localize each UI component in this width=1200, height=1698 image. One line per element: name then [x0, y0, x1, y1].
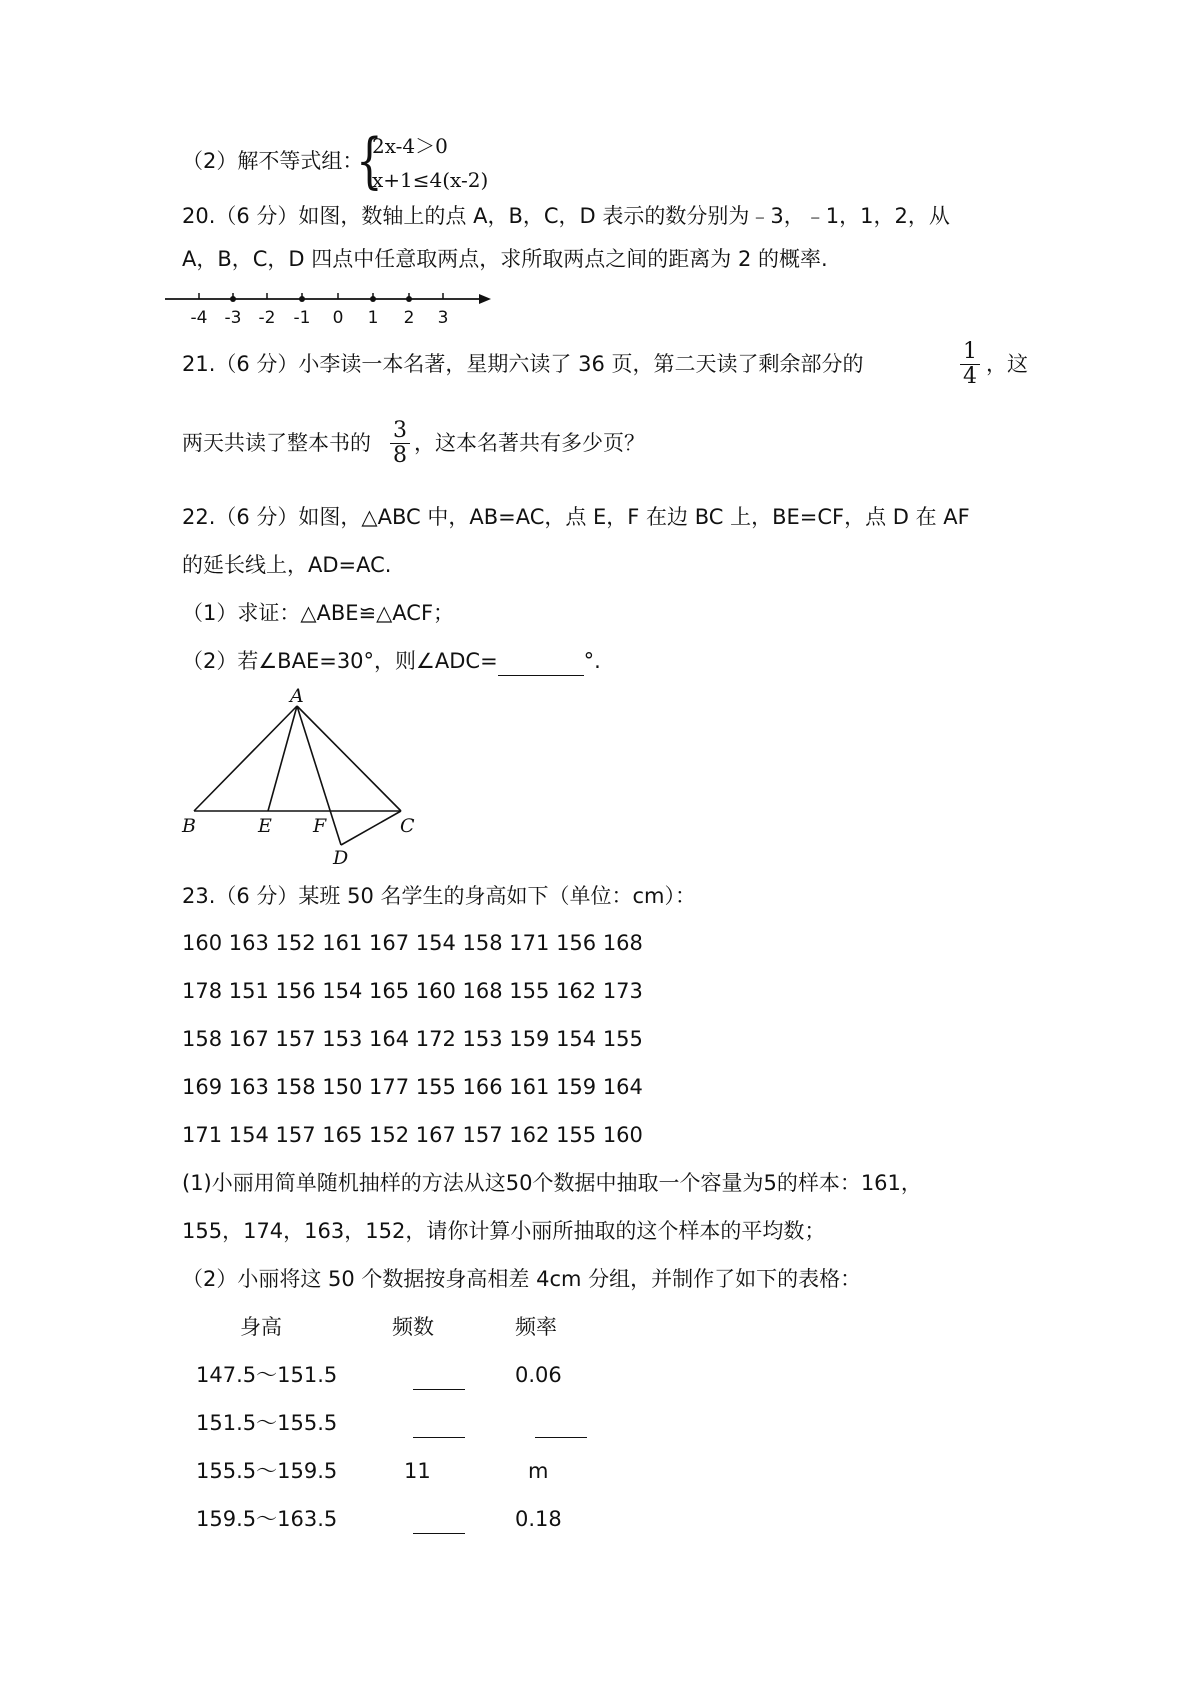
q23-part-1-line-2: 155，174，163，152，请你计算小丽所抽取的这个样本的平均数；: [182, 1219, 826, 1243]
data-row: 169 163 158 150 177 155 166 161 159 164: [182, 1075, 643, 1099]
left-brace-icon: {: [356, 126, 383, 196]
table-cell-range: 159.5～163.5: [196, 1507, 338, 1531]
inequality-2: x+1≤4(x-2): [372, 168, 489, 192]
label-a: A: [290, 685, 304, 707]
table-cell-rate: [535, 1408, 587, 1438]
number-line-figure: [165, 287, 505, 329]
table-cell-rate: m: [528, 1459, 549, 1483]
table-cell-frequency: [413, 1360, 465, 1390]
inequality-1: 2x-4＞0: [372, 134, 448, 158]
table-header-rate: 频率: [515, 1315, 557, 1339]
data-row: 160 163 152 161 167 154 158 171 156 168: [182, 931, 643, 955]
answer-blank: [413, 1367, 465, 1390]
data-row: 178 151 156 154 165 160 168 155 162 173: [182, 979, 643, 1003]
label-c: C: [400, 815, 415, 837]
table-cell-range: 155.5～159.5: [196, 1459, 338, 1483]
table-cell-frequency: [413, 1408, 465, 1438]
segment-ab: [194, 706, 297, 811]
label-b: B: [182, 815, 196, 837]
tick-label: 1: [367, 308, 379, 328]
point-b-dot: [299, 296, 305, 302]
fraction-numerator: 1: [963, 339, 977, 364]
point-a-dot: [230, 296, 236, 302]
table-cell-frequency: [413, 1504, 465, 1534]
table-header-height: 身高: [240, 1315, 282, 1339]
fraction-denominator: 8: [393, 443, 407, 468]
q21-line-1b: ，这: [986, 352, 1028, 376]
q20-line-1: 20.（6 分）如图，数轴上的点 A，B，C，D 表示的数分别为﹣3，﹣1，1，2，从: [182, 204, 950, 228]
tick-label: 3: [437, 308, 449, 328]
answer-blank: [535, 1415, 587, 1438]
triangle-figure: [178, 682, 428, 867]
table-cell-frequency: 11: [404, 1459, 431, 1483]
point-d-dot: [406, 296, 412, 302]
fraction-denominator: 4: [963, 364, 977, 389]
q22-line-2: 的延长线上，AD=AC.: [182, 553, 392, 577]
axis-arrow-icon: [479, 294, 491, 304]
answer-blank: [413, 1511, 465, 1534]
table-cell-rate: 0.18: [515, 1507, 562, 1531]
q21-line-2b: ，这本名著共有多少页？: [414, 431, 645, 455]
q19-part2-label: （2）解不等式组：: [182, 149, 364, 173]
tick-label: 0: [332, 308, 344, 328]
q20-line-2: A，B，C，D 四点中任意取两点，求所取两点之间的距离为 2 的概率.: [182, 247, 828, 271]
tick-label: -4: [190, 308, 208, 328]
segment-ac: [297, 706, 401, 811]
tick-label: -3: [224, 308, 242, 328]
table-cell-range: 147.5～151.5: [196, 1363, 338, 1387]
q22-part-2-end: °.: [583, 649, 601, 673]
answer-blank: [413, 1415, 465, 1438]
q22-part-1: （1）求证：△ABE≌△ACF；: [182, 601, 455, 625]
tick-label: -2: [258, 308, 276, 328]
fraction-one-quarter: [960, 341, 980, 388]
tick-label: 2: [403, 308, 415, 328]
segment-dc: [341, 811, 401, 845]
label-f: F: [313, 815, 327, 837]
label-d: D: [333, 847, 349, 867]
fraction-three-eighths: [390, 420, 410, 467]
data-row: 171 154 157 165 152 167 157 162 155 160: [182, 1123, 643, 1147]
q21-line-2a: 两天共读了整本书的: [182, 431, 371, 455]
tick-label: -1: [293, 308, 311, 328]
q21-line-1a: 21.（6 分）小李读一本名著，星期六读了 36 页，第二天读了剩余部分的: [182, 352, 864, 376]
label-e: E: [258, 815, 272, 837]
answer-blank: [498, 653, 584, 676]
point-c-dot: [370, 296, 376, 302]
q22-line-1: 22.（6 分）如图，△ABC 中，AB=AC，点 E，F 在边 BC 上，BE=CF，点 D 在 AF: [182, 505, 970, 529]
q22-part-2: [182, 646, 601, 676]
table-cell-rate: 0.06: [515, 1363, 562, 1387]
table-cell-range: 151.5～155.5: [196, 1411, 338, 1435]
q23-intro: 23.（6 分）某班 50 名学生的身高如下（单位：cm）：: [182, 884, 697, 908]
q23-part-1-line-1: (1)小丽用简单随机抽样的方法从这50个数据中抽取一个容量为5的样本：161，: [182, 1171, 922, 1195]
q22-part-2-text: （2）若∠BAE=30°，则∠ADC=: [182, 649, 498, 673]
table-header-frequency: 频数: [392, 1315, 434, 1339]
data-row: 158 167 157 153 164 172 153 159 154 155: [182, 1027, 643, 1051]
q23-part-2: （2）小丽将这 50 个数据按身高相差 4cm 分组，并制作了如下的表格：: [182, 1267, 862, 1291]
fraction-numerator: 3: [393, 418, 407, 443]
